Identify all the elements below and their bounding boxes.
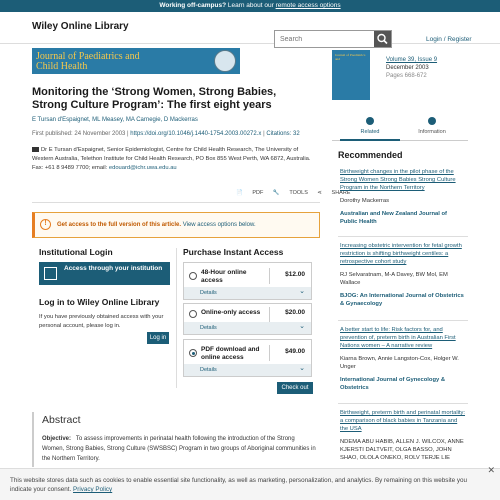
option-price: $20.00 xyxy=(285,309,305,316)
radio-pdf[interactable] xyxy=(189,349,197,357)
wol-login-desc: If you have previously obtained access with your personal account, please log in. xyxy=(39,314,164,329)
published-date: First published: 24 November 2003 xyxy=(32,131,126,137)
info-icon xyxy=(428,117,436,125)
institutional-login-heading: Institutional Login xyxy=(39,247,113,257)
wol-login-heading: Log in to Wiley Online Library xyxy=(39,297,160,307)
right-tabs xyxy=(332,113,468,141)
rec-journal[interactable]: Australian and New Zealand Journal of Public Health xyxy=(340,211,447,225)
purchase-option-48h[interactable] xyxy=(183,262,312,300)
tab-related[interactable] xyxy=(340,117,400,141)
rec-title[interactable]: Increasing obstetric intervention for fetal growth restriction is shifting birthweight centiles: a retrospective cohort study xyxy=(340,243,462,265)
doi-link[interactable]: https://doi.org/10.1046/j.1440-1754.2003.00272.x xyxy=(130,131,262,137)
institution-icon xyxy=(44,267,57,280)
share-label: SHARE xyxy=(331,190,351,196)
pdf-label: PDF xyxy=(252,190,264,196)
info-icon: ! xyxy=(40,219,51,230)
rec-title[interactable]: A better start to life: Risk factors for, and prevention of, preterm birth in Australian First Nations women – A narrative review xyxy=(340,327,456,349)
rec-authors: RJ Selvaratnam, M-A Davey, BW Mol, EM Wallace xyxy=(340,272,448,286)
radio-online[interactable] xyxy=(189,310,197,318)
recommended-item[interactable] xyxy=(340,242,465,308)
journal-banner[interactable] xyxy=(32,48,240,74)
cover-title: Journal of Paediatrics and xyxy=(335,53,366,61)
rec-title[interactable]: Birthweight, preterm birth and perinatal mortality: a comparison of black babies in Tanzania and the USA xyxy=(340,410,466,432)
tools-button[interactable]: 🔧 TOOLS xyxy=(272,190,308,196)
purchase-option-pdf[interactable] xyxy=(183,339,312,377)
wiley-logo[interactable]: Wiley Online Library xyxy=(32,21,129,32)
journal-cover[interactable] xyxy=(332,50,370,100)
option-separator xyxy=(269,307,270,323)
correspondence xyxy=(32,146,317,173)
option-name: PDF download and online access xyxy=(201,346,260,361)
correspondence-text: Dr E Tursan d'Espaignet, Senior Epidemiologist, Centre for Child Health Research, The University of Western Australia, Telethon Institute for Child Health Research, PO Box 855 West Perth, WA 6872, Australia. Fax: +61 8 9489 7700; email: xyxy=(32,147,311,171)
tab-related-label: Related xyxy=(360,129,380,135)
society-crest-icon xyxy=(214,50,236,72)
abstract-heading: Abstract xyxy=(42,414,81,426)
remote-access-banner xyxy=(0,0,500,12)
abstract-text xyxy=(42,434,317,464)
option-details-toggle[interactable]: Details ⌄ xyxy=(184,287,311,299)
search-input[interactable] xyxy=(275,31,375,47)
option-details-toggle[interactable]: Details ⌄ xyxy=(184,364,311,376)
close-icon[interactable]: ✕ xyxy=(487,465,495,475)
option-name: Online-only access xyxy=(201,309,261,316)
cookie-message: This website stores data such as cookies to enable essential site functionality, as well as marketing, personalization, and analytics. By remaining on this website you indicate your consent. xyxy=(10,477,467,493)
article-authors[interactable]: E Tursan d'Espaignet, ML Measey, MA Carnegie, D Mackerras xyxy=(32,117,198,123)
banner-text: Learn about our xyxy=(227,2,274,9)
volume-link[interactable]: Volume 39, Issue 9 xyxy=(386,57,438,63)
institution-access-button[interactable] xyxy=(39,262,170,285)
search-icon xyxy=(374,31,391,47)
rec-divider xyxy=(338,403,468,404)
purchase-option-online[interactable] xyxy=(183,303,312,335)
institution-button-label: Access through your institution xyxy=(64,265,163,272)
site-header xyxy=(0,12,500,44)
access-notice xyxy=(32,212,320,238)
rec-authors: Kiarna Brown, Annie Langston‐Cox, Holger W. Unger xyxy=(340,356,459,370)
cookie-banner xyxy=(0,465,500,500)
cookie-text xyxy=(10,476,480,494)
search-box xyxy=(274,30,392,48)
search-button[interactable] xyxy=(374,31,391,47)
radio-48h[interactable] xyxy=(189,272,197,280)
checkout-button[interactable]: Check out xyxy=(277,382,313,394)
purchase-heading: Purchase Instant Access xyxy=(183,247,284,257)
related-icon xyxy=(366,117,374,125)
abstract-label: Objective: xyxy=(42,436,72,442)
column-divider xyxy=(176,248,177,388)
login-button[interactable]: Log in xyxy=(147,332,169,344)
share-button[interactable]: ⋖ SHARE xyxy=(317,190,351,196)
option-price: $12.00 xyxy=(285,271,305,278)
divider xyxy=(32,202,320,203)
article-meta: First published: 24 November 2003 | https://doi.org/10.1046/j.1440-1754.2003.00272.x | Citations: 32 xyxy=(32,131,300,137)
journal-title-line1: Journal of Paediatrics and xyxy=(36,51,140,62)
rec-authors: NDEMA ABU HABIB, ALLEN J. WILCOX, ANNE KJERSTI DALTVEIT, OLGA BASSO, JOHN SHAO, OLOLA ONEKO, ROLV TERJE LIE xyxy=(340,439,464,461)
issue-date: December 2003 xyxy=(386,65,429,71)
option-details-toggle[interactable]: Details ⌄ xyxy=(184,322,311,334)
rec-divider xyxy=(338,320,468,321)
option-price: $49.00 xyxy=(285,348,305,355)
tab-information-label: Information xyxy=(418,129,446,135)
rec-journal[interactable]: BJOG: An International Journal of Obstetrics & Gynaecology xyxy=(340,293,464,307)
access-text xyxy=(57,222,256,228)
remote-access-link[interactable]: remote access options xyxy=(275,2,341,9)
privacy-policy-link[interactable]: Privacy Policy xyxy=(73,486,113,493)
option-separator xyxy=(269,268,270,284)
access-bold: Get access to the full version of this article. xyxy=(57,222,182,228)
recommended-item[interactable] xyxy=(340,409,465,462)
access-options-link[interactable]: View access options below. xyxy=(182,222,256,228)
pdf-button[interactable]: 📄 PDF xyxy=(236,190,264,196)
issue-info xyxy=(386,56,437,80)
option-separator xyxy=(269,345,270,361)
rec-authors: Dorothy Mackerras xyxy=(340,198,389,204)
journal-title-line2: Child Health xyxy=(36,61,88,72)
rec-title[interactable]: Birthweight changes in the pilot phase of the Strong Women Strong Babies Strong Culture Program in the Northern Territory xyxy=(340,169,456,191)
option-name: 48-Hour online access xyxy=(201,269,247,284)
tab-information[interactable] xyxy=(402,117,462,135)
email-link[interactable]: edouard@ichr.uwa.edu.au xyxy=(108,165,177,171)
login-register-link[interactable]: Login / Register xyxy=(426,36,472,43)
citations-link[interactable]: Citations: 32 xyxy=(266,131,300,137)
recommended-item[interactable] xyxy=(340,326,465,392)
tools-label: TOOLS xyxy=(289,190,308,196)
recommended-item[interactable] xyxy=(340,168,465,226)
article-tools xyxy=(228,190,350,196)
article-title: Monitoring the ‘Strong Women, Strong Babies, Strong Culture Program’: The first eight years xyxy=(32,86,277,111)
issue-pages: Pages 668-672 xyxy=(386,73,427,79)
rec-journal[interactable]: International Journal of Gynecology & Obstetrics xyxy=(340,377,446,391)
envelope-icon xyxy=(32,147,39,152)
rec-divider xyxy=(338,236,468,237)
recommended-heading: Recommended xyxy=(338,150,403,160)
banner-bold: Working off-campus? xyxy=(159,2,227,9)
abstract-body: To assess improvements in perinatal health following the introduction of the Strong Women, Strong Babies, Strong Culture (SWSBSC) Program in two groups of Aboriginal communities in the Northern Territory. xyxy=(42,436,316,462)
